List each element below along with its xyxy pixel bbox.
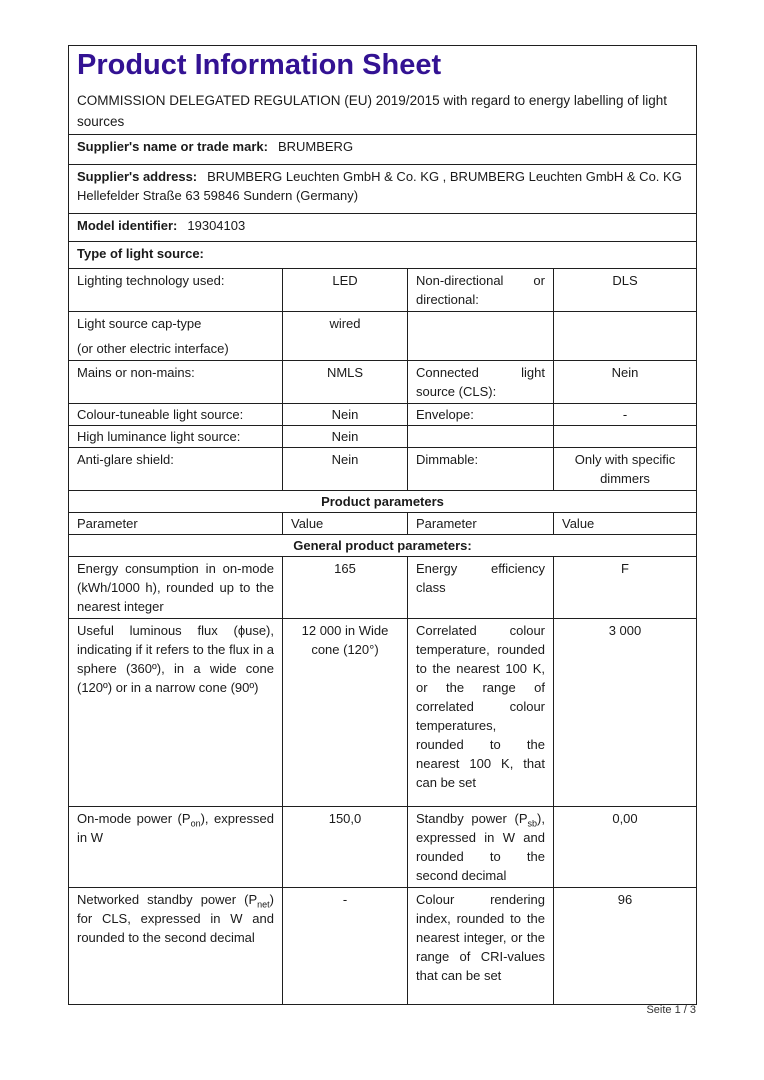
param-value-cell: Nein	[554, 361, 697, 404]
param-label-cell: Standby power $(P_{sb})$, expressed in W and rounded to the second decimal	[408, 807, 554, 888]
param-label-cell: Connected light source (CLS):	[408, 361, 554, 404]
param-label-cell: Colour-tuneable light source:	[69, 404, 283, 426]
table-row	[69, 312, 697, 361]
supplier-address-label: Supplier's address:	[77, 169, 198, 184]
model-identifier-label: Model identifier:	[77, 218, 178, 233]
param-value-cell	[554, 426, 697, 448]
model-identifier-cell	[69, 214, 697, 242]
table-row	[69, 557, 697, 619]
type-of-light-source-cell	[69, 242, 697, 269]
table-row	[69, 426, 697, 448]
table-row	[69, 619, 697, 807]
table-row	[69, 404, 697, 426]
column-header-parameter: Parameter	[408, 513, 554, 535]
model-identifier-row	[69, 214, 697, 242]
product-information-sheet	[68, 45, 696, 1005]
param-label-cell: Non-directional or directional:	[408, 269, 554, 312]
supplier-name-row	[69, 135, 697, 165]
param-label-cell	[69, 312, 283, 361]
page-number: Seite 1 / 3	[646, 1004, 696, 1016]
product-parameters-header: Product parameters	[69, 491, 697, 513]
param-value-cell: 0,00	[554, 807, 697, 888]
param-value-cell: 3 000	[554, 619, 697, 807]
param-label-cell: Mains or non-mains:	[69, 361, 283, 404]
param-label-cell: Correlated colour temperature, rounded to the nearest 100 K, or the range of correlated colour temperatures, rounded to the nearest 100 K, that can be set	[408, 619, 554, 807]
supplier-address-cell	[69, 165, 697, 214]
param-value-cell: 12 000 in Wide cone (120°)	[283, 619, 408, 807]
param-value-cell: 165	[283, 557, 408, 619]
table-row	[69, 269, 697, 312]
param-value-cell: NMLS	[283, 361, 408, 404]
param-label-cell: Useful luminous flux (ϕuse), indicating if it refers to the flux in a sphere (360º), in a wide cone (120º) or in a narrow cone (90º)	[69, 619, 283, 807]
param-label-cell: Colour rendering index, rounded to the nearest integer, or the range of CRI-values that can be set	[408, 888, 554, 1005]
param-label-cell: Dimmable:	[408, 448, 554, 491]
param-label-cell	[408, 426, 554, 448]
table-row	[69, 807, 697, 888]
type-of-light-source-row	[69, 242, 697, 269]
param-value-cell: Nein	[283, 404, 408, 426]
cap-type-line1: Light source cap-type	[77, 316, 202, 331]
section-header-row	[69, 535, 697, 557]
param-value-cell: Only with specific dimmers	[554, 448, 697, 491]
param-value-cell: -	[554, 404, 697, 426]
param-value-cell: wired	[283, 312, 408, 361]
param-value-cell: DLS	[554, 269, 697, 312]
table-row	[69, 361, 697, 404]
param-label-cell: High luminance light source:	[69, 426, 283, 448]
column-header-row	[69, 513, 697, 535]
param-label-cell: Energy efficiency class	[408, 557, 554, 619]
param-value-cell: Nein	[283, 448, 408, 491]
section-header-row	[69, 491, 697, 513]
param-value-cell: -	[283, 888, 408, 1005]
supplier-name-label: Supplier's name or trade mark:	[77, 139, 268, 154]
param-value-cell: 96	[554, 888, 697, 1005]
param-value-cell: Nein	[283, 426, 408, 448]
table-row	[69, 888, 697, 1005]
title-cell	[69, 46, 697, 135]
column-header-value: Value	[554, 513, 697, 535]
param-value-cell: LED	[283, 269, 408, 312]
type-of-light-source-label: Type of light source:	[77, 246, 204, 261]
general-product-parameters-header: General product parameters:	[69, 535, 697, 557]
cap-type-line2: (or other electric interface)	[77, 341, 229, 356]
supplier-address-row	[69, 165, 697, 214]
param-value-cell: F	[554, 557, 697, 619]
column-header-value: Value	[283, 513, 408, 535]
supplier-address-value: BRUMBERG Leuchten GmbH & Co. KG , BRUMBERG Leuchten GmbH & Co. KG Hellefelder Straße 63 59846 Sundern (Germany)	[77, 169, 682, 203]
column-header-parameter: Parameter	[69, 513, 283, 535]
param-value-cell: 150,0	[283, 807, 408, 888]
table-row	[69, 448, 697, 491]
page-title: Product Information Sheet	[77, 49, 442, 81]
page-subtitle: COMMISSION DELEGATED REGULATION (EU) 2019/2015 with regard to energy labelling of light sources	[77, 93, 667, 129]
param-label-cell: Anti-glare shield:	[69, 448, 283, 491]
param-value-cell	[554, 312, 697, 361]
supplier-name-cell	[69, 135, 697, 165]
info-table	[68, 45, 697, 1005]
model-identifier-value: 19304103	[187, 218, 246, 233]
param-label-cell: Networked standby power $(P_{net})$ for CLS, expressed in W and rounded to the second decimal	[69, 888, 283, 1005]
param-label-cell: On-mode power $(P_{on})$, expressed in W	[69, 807, 283, 888]
title-row	[69, 46, 697, 135]
param-label-cell: Lighting technology used:	[69, 269, 283, 312]
supplier-name-value: BRUMBERG	[277, 139, 354, 154]
param-label-cell	[408, 312, 554, 361]
param-label-cell: Envelope:	[408, 404, 554, 426]
param-label-cell: Energy consumption in on-mode (kWh/1000 h), rounded up to the nearest integer	[69, 557, 283, 619]
